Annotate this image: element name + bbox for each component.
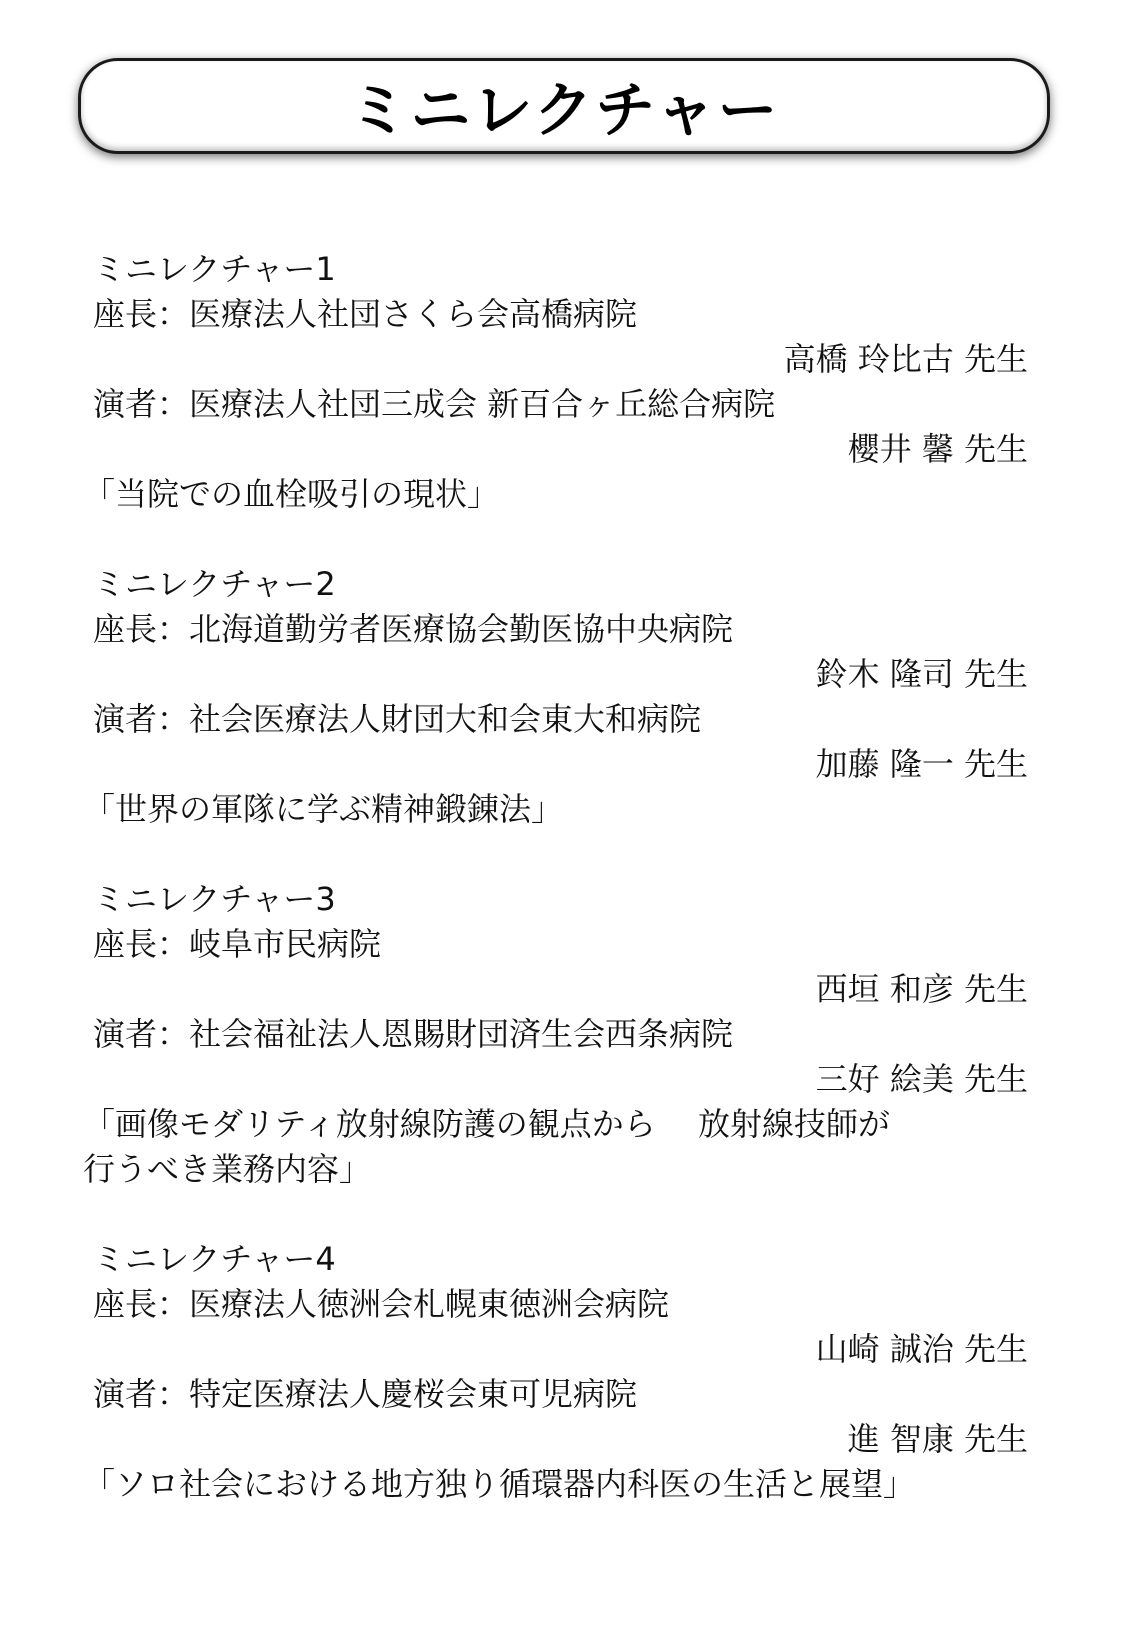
- title-banner: [78, 58, 1050, 154]
- chair-name: 山崎 誠治 先生: [815, 1330, 1028, 1368]
- chair-name: 高橋 玲比古 先生: [783, 340, 1028, 378]
- speaker-affiliation: 演者：社会医療法人財団大和会東大和病院: [93, 700, 702, 738]
- lecture-topic: 「ソロ社会における地方独り循環器内科医の生活と展望」: [83, 1465, 916, 1503]
- lecture-heading: ミニレクチャー4: [93, 1240, 336, 1278]
- chair-name: 鈴木 隆司 先生: [815, 655, 1028, 693]
- lecture-1: [83, 247, 1028, 517]
- chair-affiliation: 座長：医療法人社団さくら会高橋病院: [93, 295, 638, 333]
- lecture-heading: ミニレクチャー1: [93, 250, 336, 288]
- speaker-affiliation: 演者：社会福祉法人恩賜財団済生会西条病院: [93, 1015, 734, 1053]
- speaker-affiliation: 演者：医療法人社団三成会 新百合ヶ丘総合病院: [93, 385, 776, 423]
- lecture-list: [83, 247, 1028, 1552]
- lecture-topic: 「世界の軍隊に学ぶ精神鍛錬法」: [83, 790, 564, 828]
- speaker-affiliation: 演者：特定医療法人慶桜会東可児病院: [93, 1375, 638, 1413]
- chair-affiliation: 座長：医療法人徳洲会札幌東徳洲会病院: [93, 1285, 670, 1323]
- lecture-heading: ミニレクチャー3: [93, 880, 336, 918]
- chair-affiliation: 座長：岐阜市民病院: [93, 925, 382, 963]
- lecture-4: [83, 1237, 1028, 1507]
- lecture-heading: ミニレクチャー2: [93, 565, 336, 603]
- speaker-name: 進 智康 先生: [847, 1420, 1028, 1458]
- speaker-name: 櫻井 馨 先生: [847, 430, 1028, 468]
- page-title: ミニレクチャー: [348, 76, 780, 146]
- lecture-topic: 「画像モダリティ放射線防護の観点から 放射線技師が 行うべき業務内容」: [83, 1105, 890, 1188]
- speaker-name: 三好 絵美 先生: [815, 1060, 1028, 1098]
- lecture-3: [83, 877, 1028, 1192]
- speaker-name: 加藤 隆一 先生: [815, 745, 1028, 783]
- lecture-topic: 「当院での血栓吸引の現状」: [83, 475, 500, 513]
- chair-name: 西垣 和彦 先生: [815, 970, 1028, 1008]
- lecture-2: [83, 562, 1028, 832]
- chair-affiliation: 座長：北海道勤労者医療協会勤医協中央病院: [93, 610, 734, 648]
